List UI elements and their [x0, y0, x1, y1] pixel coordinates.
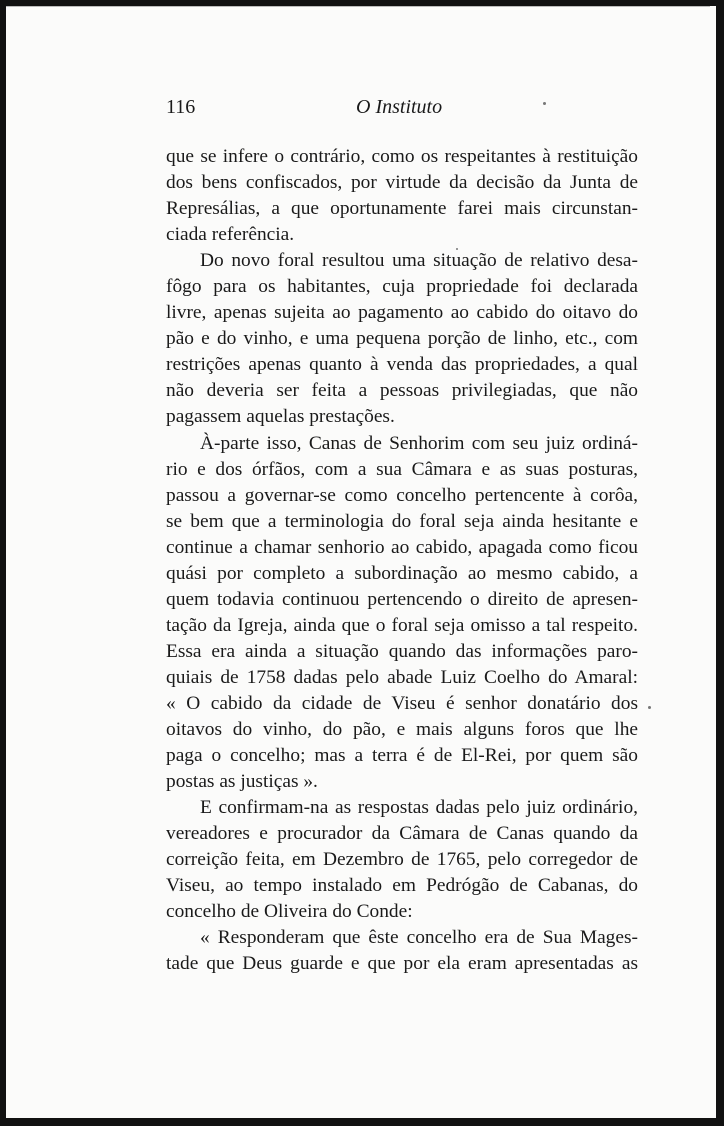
text-line: concelho de Oliveira do Conde:	[166, 901, 413, 923]
text-line: continue a chamar senhorio ao cabido, apagada como ficou	[166, 536, 638, 558]
scan-speck	[648, 706, 651, 709]
text-line: pão e do vinho, e uma pequena porção de linho, etc., com	[166, 328, 638, 350]
text-line: oitavos do vinho, do pão, e mais alguns foros que lhe	[166, 719, 638, 741]
text-line: paga o concelho; mas a terra é de El-Rei, por quem são	[166, 745, 638, 767]
body-text	[166, 144, 638, 978]
text-line: « Responderam que êste concelho era de Sua Mages-	[200, 927, 638, 949]
text-line: pagassem aquelas prestações.	[166, 406, 395, 428]
text-line: não deveria ser feita a pessoas privilegiadas, que não	[166, 380, 638, 402]
scan-border-right	[716, 0, 724, 1126]
text-line: Represálias, a que oportunamente farei mais circunstan-	[166, 198, 638, 220]
text-line: restrições apenas quanto à venda das propriedades, a qual	[166, 354, 638, 376]
text-line: tade que Deus guarde e que por ela eram apresentadas as	[166, 953, 638, 975]
page-number: 116	[166, 96, 196, 118]
scan-border-left	[0, 0, 6, 1126]
running-title: O Instituto	[356, 96, 443, 118]
text-line: tação da Igreja, ainda que o foral seja omisso a tal respeito.	[166, 614, 638, 636]
text-line: E confirmam-na as respostas dadas pelo juiz ordinário,	[200, 797, 638, 819]
text-line: passou a governar-se como concelho pertencente à corôa,	[166, 484, 638, 506]
text-line: fôgo para os habitantes, cuja propriedade foi declarada	[166, 276, 638, 298]
text-line: Essa era ainda a situação quando das informações paro-	[166, 640, 638, 662]
text-line: dos bens confiscados, por virtude da decisão da Junta de	[166, 172, 638, 194]
scan-border-bottom	[0, 1118, 724, 1126]
text-line: vereadores e procurador da Câmara de Canas quando da	[166, 823, 638, 845]
text-line: correição feita, em Dezembro de 1765, pelo corregedor de	[166, 849, 638, 871]
page-header	[166, 96, 638, 126]
text-line: quási por completo a subordinação ao mesmo cabido, a	[166, 562, 638, 584]
text-line: « O cabido da cidade de Viseu é senhor donatário dos	[166, 692, 638, 714]
text-line: livre, apenas sujeita ao pagamento ao cabido do oitavo do	[166, 302, 638, 324]
text-line: À-parte isso, Canas de Senhorim com seu juiz ordiná-	[200, 432, 638, 454]
text-line: postas as justiças ».	[166, 771, 318, 793]
text-line: que se infere o contrário, como os respeitantes à restituição	[166, 146, 638, 167]
scan-rule	[6, 6, 710, 7]
text-line: ciada referência.	[166, 224, 295, 246]
text-line: quiais de 1758 dadas pelo abade Luiz Coelho do Amaral:	[166, 666, 638, 688]
text-line: se bem que a terminologia do foral seja ainda hesitante e	[166, 510, 638, 532]
text-line: Viseu, ao tempo instalado em Pedrógão de Cabanas, do	[166, 875, 638, 897]
text-line: rio e dos órfãos, com a sua Câmara e as suas posturas,	[166, 458, 638, 480]
text-line: quem todavia continuou pertencendo o direito de apresen-	[166, 588, 638, 610]
text-line: Do novo foral resultou uma situação de relativo desa-	[200, 250, 638, 272]
